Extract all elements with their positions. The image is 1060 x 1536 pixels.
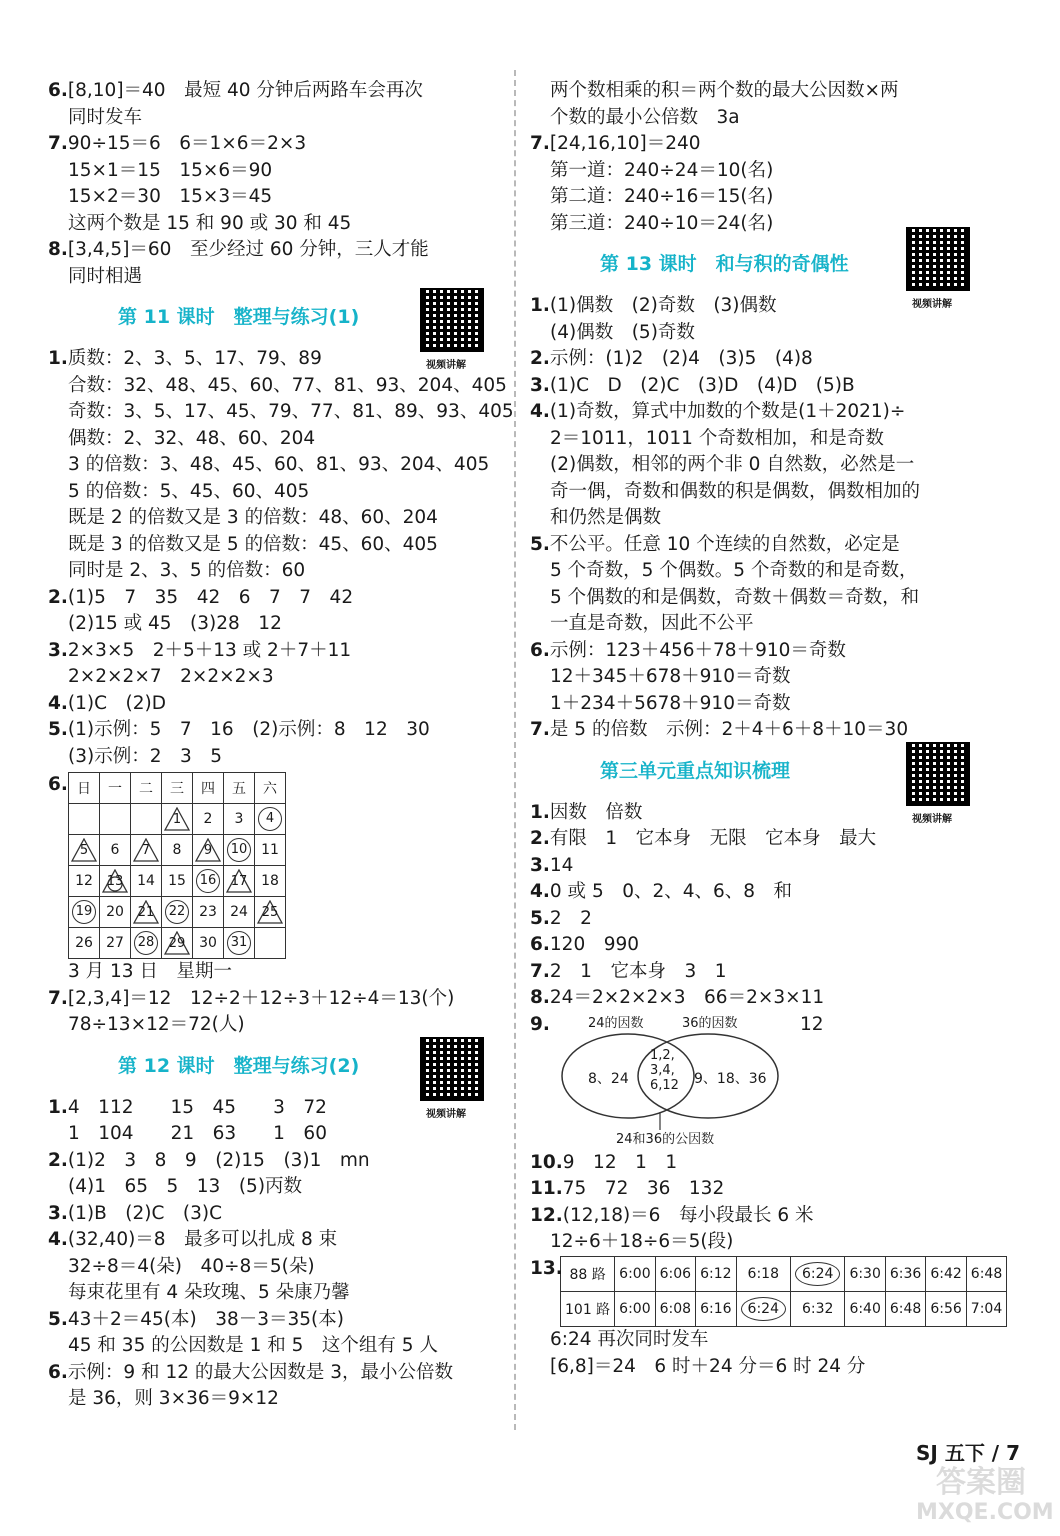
calendar-header-cell: 四 xyxy=(193,773,224,804)
calendar-day-cell: 15 xyxy=(162,866,193,897)
bus-time-cell: 6:06 xyxy=(655,1257,695,1292)
calendar-header-cell: 一 xyxy=(100,773,131,804)
bus-time-cell: 6:12 xyxy=(696,1257,736,1292)
calendar-day-cell xyxy=(193,835,224,866)
left-q6: 6.[8,10]＝40 最短 40 分钟后两路车会再次 同时发车 xyxy=(48,80,423,128)
calendar-day-cell: 3 xyxy=(224,804,255,835)
s12-q4: 4.(32,40)＝8 最多可以扎成 8 束 32÷8＝4(朵) 40÷8＝5(朵) 每束花里有 4 朵玫瑰、5 朵康乃馨 xyxy=(48,1229,350,1303)
bus-time-cell xyxy=(736,1292,790,1327)
calendar-day-cell xyxy=(162,897,193,928)
venn-label-36: 36的因数 xyxy=(682,1015,738,1031)
watermark: 答案圈 MXQE.COM xyxy=(916,1465,1054,1525)
calendar-day-cell xyxy=(255,897,286,928)
calendar-day-cell xyxy=(69,897,100,928)
qr-code-icon[interactable] xyxy=(906,227,970,291)
bus-time-cell xyxy=(790,1257,844,1292)
s13-q1: 1.(1)偶数 (2)奇数 (3)偶数 (4)偶数 (5)奇数 xyxy=(530,295,777,343)
s12-q1: 1.4 112 15 45 3 72 1 104 21 63 1 60 xyxy=(48,1096,327,1144)
triangle-mark: 9 xyxy=(195,838,221,862)
calendar-day-cell xyxy=(100,804,131,835)
calendar-day-cell: 11 xyxy=(255,835,286,866)
calendar-day-cell xyxy=(131,928,162,959)
s13-q6: 6.示例：123＋456＋78＋910＝奇数 12＋345＋678＋910＝奇数 1＋234＋5678＋910＝奇数 xyxy=(530,639,846,714)
bus-time-cell: 6:42 xyxy=(926,1257,966,1292)
triangle-circle-mark: 13 xyxy=(102,869,128,893)
calendar-day-cell xyxy=(224,835,255,866)
triangle-mark: 29 xyxy=(164,931,190,955)
calendar-day-cell xyxy=(224,928,255,959)
qr-caption: 视频讲解 xyxy=(426,1108,466,1120)
right-column: 两个数相乘的积＝两个数的最大公因数×两 个数的最小公倍数 3a 7.[24,16,10]＝240 第一道：240÷24＝10(名) 第二道：240÷16＝15(名) 第三道：240÷10＝24(名) 第 13 课时 和与积的奇偶性 视频讲解 1.(1)偶数 (2)奇数 (3)偶数 (4)偶数 (5)奇数 2.示例：(1)2 (2)4 (3)5 (4)8 3.(1)C D (2)C (3)D (4)D (5)B 4.(1)奇数，算式中加数的个数是(1＋2021)÷ 2＝1011，1011 个奇数相加，和是奇数 (2)偶数，相邻的两个非 0 自然数，必然是一 奇一偶，奇数和偶数的积是偶数，偶数相加的 和仍然是偶数 5.不公平。任意 10 个连续的自然数，必定是 5 个奇数，5 个偶数。5 个奇数的和是奇数， 5 个偶数的和是偶数，奇数＋偶数＝奇数，和 一直是奇数，因此不公平 6.示例：123＋456＋78＋910＝奇数 12＋345＋678＋910＝奇数 1＋234＋5678＋910＝奇数 7.是 5 的倍数 示例：2＋4＋6＋8＋10＝30 第三单元重点知识梳理 视频讲解 1.因数 倍数 2.有限 1 它本身 无限 它本身 最大 3.14 4.0 或 5 0、2、4、6、8 和 5.2 2 6.120 990 7.2 1 它本身 3 1 8.24＝2×2×2×3 66＝2×3×11 9. 24的因数 36的因数 8、24 1,2, 3,4, 6,12 9、18、36 24和36的公因数 12 10.9 12 1 1 11.75 72 36 132 12.(12,18)＝6 每小段最长 6 米 12÷6＋18÷6＝5(段) 13. 88 路 6:00 6:06 6:12 6:18 6:24 6:30 6:36 6:42 6:48 101 路 6:00 6:08 6:16 6:24 6:32 6:40 6:48 6:56 7:04 6:24 再次同时发车 [6,8]＝24 6 时＋24 分＝6 时 24 分 xyxy=(530,78,980,1380)
venn-right: 9、18、36 xyxy=(694,1070,767,1087)
section-title: 第 12 课时 整理与练习(2) xyxy=(118,1054,360,1077)
circle-mark: 10 xyxy=(227,838,251,862)
bus-time-cell: 6:36 xyxy=(885,1257,925,1292)
s12-q5: 5.43＋2＝45(本) 38－3＝35(本) 45 和 35 的公因数是 1 和 5 这个组有 5 人 xyxy=(48,1308,438,1356)
s11-q2: 2.(1)5 7 35 42 6 7 7 42 (2)15 或 45 (3)28 12 xyxy=(48,586,354,634)
calendar-header-cell: 日 xyxy=(69,773,100,804)
bus-time-cell: 6:30 xyxy=(845,1257,885,1292)
venn-bottom-label: 24和36的公因数 xyxy=(616,1131,715,1147)
qr-caption: 视频讲解 xyxy=(426,360,466,371)
calendar-table xyxy=(68,772,286,959)
calendar-day-cell: 14 xyxy=(131,866,162,897)
circle-mark: 31 xyxy=(227,931,251,955)
calendar-header-cell: 二 xyxy=(131,773,162,804)
page-footer: SJ 五下 / 7 xyxy=(916,1441,1020,1465)
circle-mark: 19 xyxy=(72,900,96,924)
qr-caption: 视频讲解 xyxy=(912,813,952,825)
bus-schedule-table xyxy=(560,1256,1007,1327)
venn-left: 8、24 xyxy=(588,1070,629,1087)
section-lesson-13 xyxy=(530,239,980,310)
bus-time-cell: 6:16 xyxy=(696,1292,736,1327)
calendar-day-cell xyxy=(100,866,131,897)
s12-q3: 3.(1)B (2)C (3)C xyxy=(48,1202,223,1224)
calendar-day-cell: 26 xyxy=(69,928,100,959)
calendar-day-cell: 30 xyxy=(193,928,224,959)
q-number: 6. xyxy=(48,80,68,101)
bus-time-cell: 6:32 xyxy=(790,1292,844,1327)
s11-q6: 6. 日 一 二 三 四 五 六 1 2 3 4 5 6 7 8 9 10 11 12 13 14 15 16 17 18 19 20 21 22 23 24 25 26 27 28 29 30 31 3 月 13 日 星期一 xyxy=(48,772,498,986)
left-q7: 7.90÷15＝6 6＝1×6＝2×3 15×1＝15 15×6＝90 15×2＝30 15×3＝45 这两个数是 15 和 90 或 30 和 45 xyxy=(48,133,352,234)
section-title: 第三单元重点知识梳理 xyxy=(600,759,791,782)
calendar-day-cell xyxy=(69,804,100,835)
section-lesson-11 xyxy=(48,292,498,371)
bus-time-cell: 6:48 xyxy=(885,1292,925,1327)
venn-answer: 12 xyxy=(800,1013,824,1035)
left-column xyxy=(48,78,514,1413)
triangle-mark: 21 xyxy=(133,900,159,924)
triangle-mark: 17 xyxy=(226,869,252,893)
calendar-day-cell xyxy=(255,804,286,835)
s11-q5: 5.(1)示例：5 7 16 (2)示例：8 12 30 (3)示例：2 3 5 xyxy=(48,719,430,767)
qr-code-icon[interactable] xyxy=(420,1037,484,1101)
calendar-day-cell xyxy=(162,804,193,835)
circle-mark: 16 xyxy=(196,869,220,893)
s3-q13: 13. 88 路 6:00 6:06 6:12 6:18 6:24 6:30 6:36 6:42 6:48 101 路 6:00 6:08 6:16 6:24 6:32 6:40 6:48 6:56 7:04 6:24 再次同时发车 [6,8]＝24 6 时＋24 分＝6 时 24 分 xyxy=(530,1256,980,1381)
right-q7: 7.[24,16,10]＝240 第一道：240÷24＝10(名) 第二道：240÷16＝15(名) 第三道：240÷10＝24(名) xyxy=(530,133,774,234)
calendar-day-cell xyxy=(131,804,162,835)
s3-q9-venn: 9. 24的因数 36的因数 8、24 1,2, 3,4, 6,12 9、18、36 24和36的公因数 12 xyxy=(530,1013,824,1147)
s12-q2: 2.(1)2 3 8 9 (2)15 (3)1 mn (4)1 65 5 13 (5)丙数 xyxy=(48,1149,370,1197)
circle-mark: 4 xyxy=(258,807,282,831)
bus-time-cell: 7:04 xyxy=(966,1292,1006,1327)
calendar-day-cell: 27 xyxy=(100,928,131,959)
section-unit-3-review xyxy=(530,746,980,825)
s12-q6: 6.示例：9 和 12 的最大公因数是 3，最小公倍数 是 36，则 3×36＝9×12 xyxy=(48,1361,454,1409)
qr-caption: 视频讲解 xyxy=(912,299,952,310)
triangle-mark: 5 xyxy=(71,838,97,862)
triangle-mark: 25 xyxy=(257,900,283,924)
s11-q3: 3.2×3×5 2＋5＋13 或 2＋7＋11 2×2×2×7 2×2×2×3 xyxy=(48,639,352,687)
highlight-oval: 6:24 xyxy=(795,1262,840,1286)
highlight-oval: 6:24 xyxy=(741,1297,786,1321)
calendar-day-cell: 12 xyxy=(69,866,100,897)
calendar-day-cell xyxy=(224,866,255,897)
venn-middle: 1,2, 3,4, 6,12 xyxy=(650,1047,679,1093)
bus-route-cell: 101 路 xyxy=(561,1292,615,1327)
column-divider xyxy=(514,70,516,1430)
left-q8: 8.[3,4,5]＝60 至少经过 60 分钟，三人才能 同时相遇 xyxy=(48,239,429,287)
calendar-answer: 3 月 13 日 星期一 xyxy=(68,961,232,982)
bus-time-cell: 6:18 xyxy=(736,1257,790,1292)
s11-q1: 1.质数：2、3、5、17、79、89 合数：32、48、45、60、77、81、93、204、405 奇数：3、5、17、45、79、77、81、89、93、405 偶数：2、32、48、60、204 3 的倍数：3、48、45、60、81、93、204、405 5 的倍数：5、45、60、405 既是 2 的倍数又是 3 的倍数：48、60、204 既是 3 的倍数又是 5 的倍数：45、60、405 同时是 2、3、5 的倍数：60 xyxy=(48,348,514,581)
circle-mark: 22 xyxy=(165,900,189,924)
circle-mark: 28 xyxy=(134,931,158,955)
calendar-day-cell: 23 xyxy=(193,897,224,928)
qr-code-icon[interactable] xyxy=(420,288,484,352)
calendar-day-cell xyxy=(131,835,162,866)
calendar-day-cell: 20 xyxy=(100,897,131,928)
calendar-day-cell: 18 xyxy=(255,866,286,897)
calendar-day-cell: 6 xyxy=(100,835,131,866)
bus-time-cell: 6:08 xyxy=(655,1292,695,1327)
s3-q12: 12.(12,18)＝6 每小段最长 6 米 12÷6＋18÷6＝5(段) xyxy=(530,1204,814,1252)
triangle-mark: 7 xyxy=(133,838,159,862)
section-title: 第 11 课时 整理与练习(1) xyxy=(118,306,360,328)
section-title: 第 13 课时 和与积的奇偶性 xyxy=(600,253,849,275)
s11-q4: 4.(1)C (2)D xyxy=(48,692,166,714)
s11-q7: 7.[2,3,4]＝12 12÷2＋12÷3＋12÷4＝13(个) 78÷13×12＝72(人) xyxy=(48,987,455,1035)
calendar-day-cell: 24 xyxy=(224,897,255,928)
calendar-day-cell xyxy=(255,928,286,959)
bus-time-cell: 6:56 xyxy=(926,1292,966,1327)
calendar-day-cell: 8 xyxy=(162,835,193,866)
venn-label-24: 24的因数 xyxy=(588,1015,644,1031)
calendar-header-cell: 六 xyxy=(255,773,286,804)
calendar-day-cell xyxy=(131,897,162,928)
calendar-day-cell: 2 xyxy=(193,804,224,835)
calendar-day-cell xyxy=(162,928,193,959)
bus-time-cell: 6:40 xyxy=(845,1292,885,1327)
calendar-day-cell xyxy=(69,835,100,866)
s13-q5: 5.不公平。任意 10 个连续的自然数，必定是 5 个奇数，5 个偶数。5 个奇数的和是奇数， 5 个偶数的和是偶数，奇数＋偶数＝奇数，和 一直是奇数，因此不公平 xyxy=(530,533,920,634)
bus-time-cell: 6:00 xyxy=(615,1257,655,1292)
bus-route-cell: 88 路 xyxy=(561,1257,615,1292)
calendar-header-cell: 三 xyxy=(162,773,193,804)
qr-code-icon[interactable] xyxy=(906,742,970,806)
triangle-mark: 1 xyxy=(164,807,190,831)
bus-time-cell: 6:48 xyxy=(966,1257,1006,1292)
s13-q4: 4.(1)奇数，算式中加数的个数是(1＋2021)÷ 2＝1011，1011 个奇数相加，和是奇数 (2)偶数，相邻的两个非 0 自然数，必然是一 奇一偶，奇数和偶数的积是偶数，偶数相加的 和仍然是偶数 xyxy=(530,401,921,528)
calendar-day-cell xyxy=(193,866,224,897)
bus-time-cell: 6:00 xyxy=(615,1292,655,1327)
calendar-header-cell: 五 xyxy=(224,773,255,804)
